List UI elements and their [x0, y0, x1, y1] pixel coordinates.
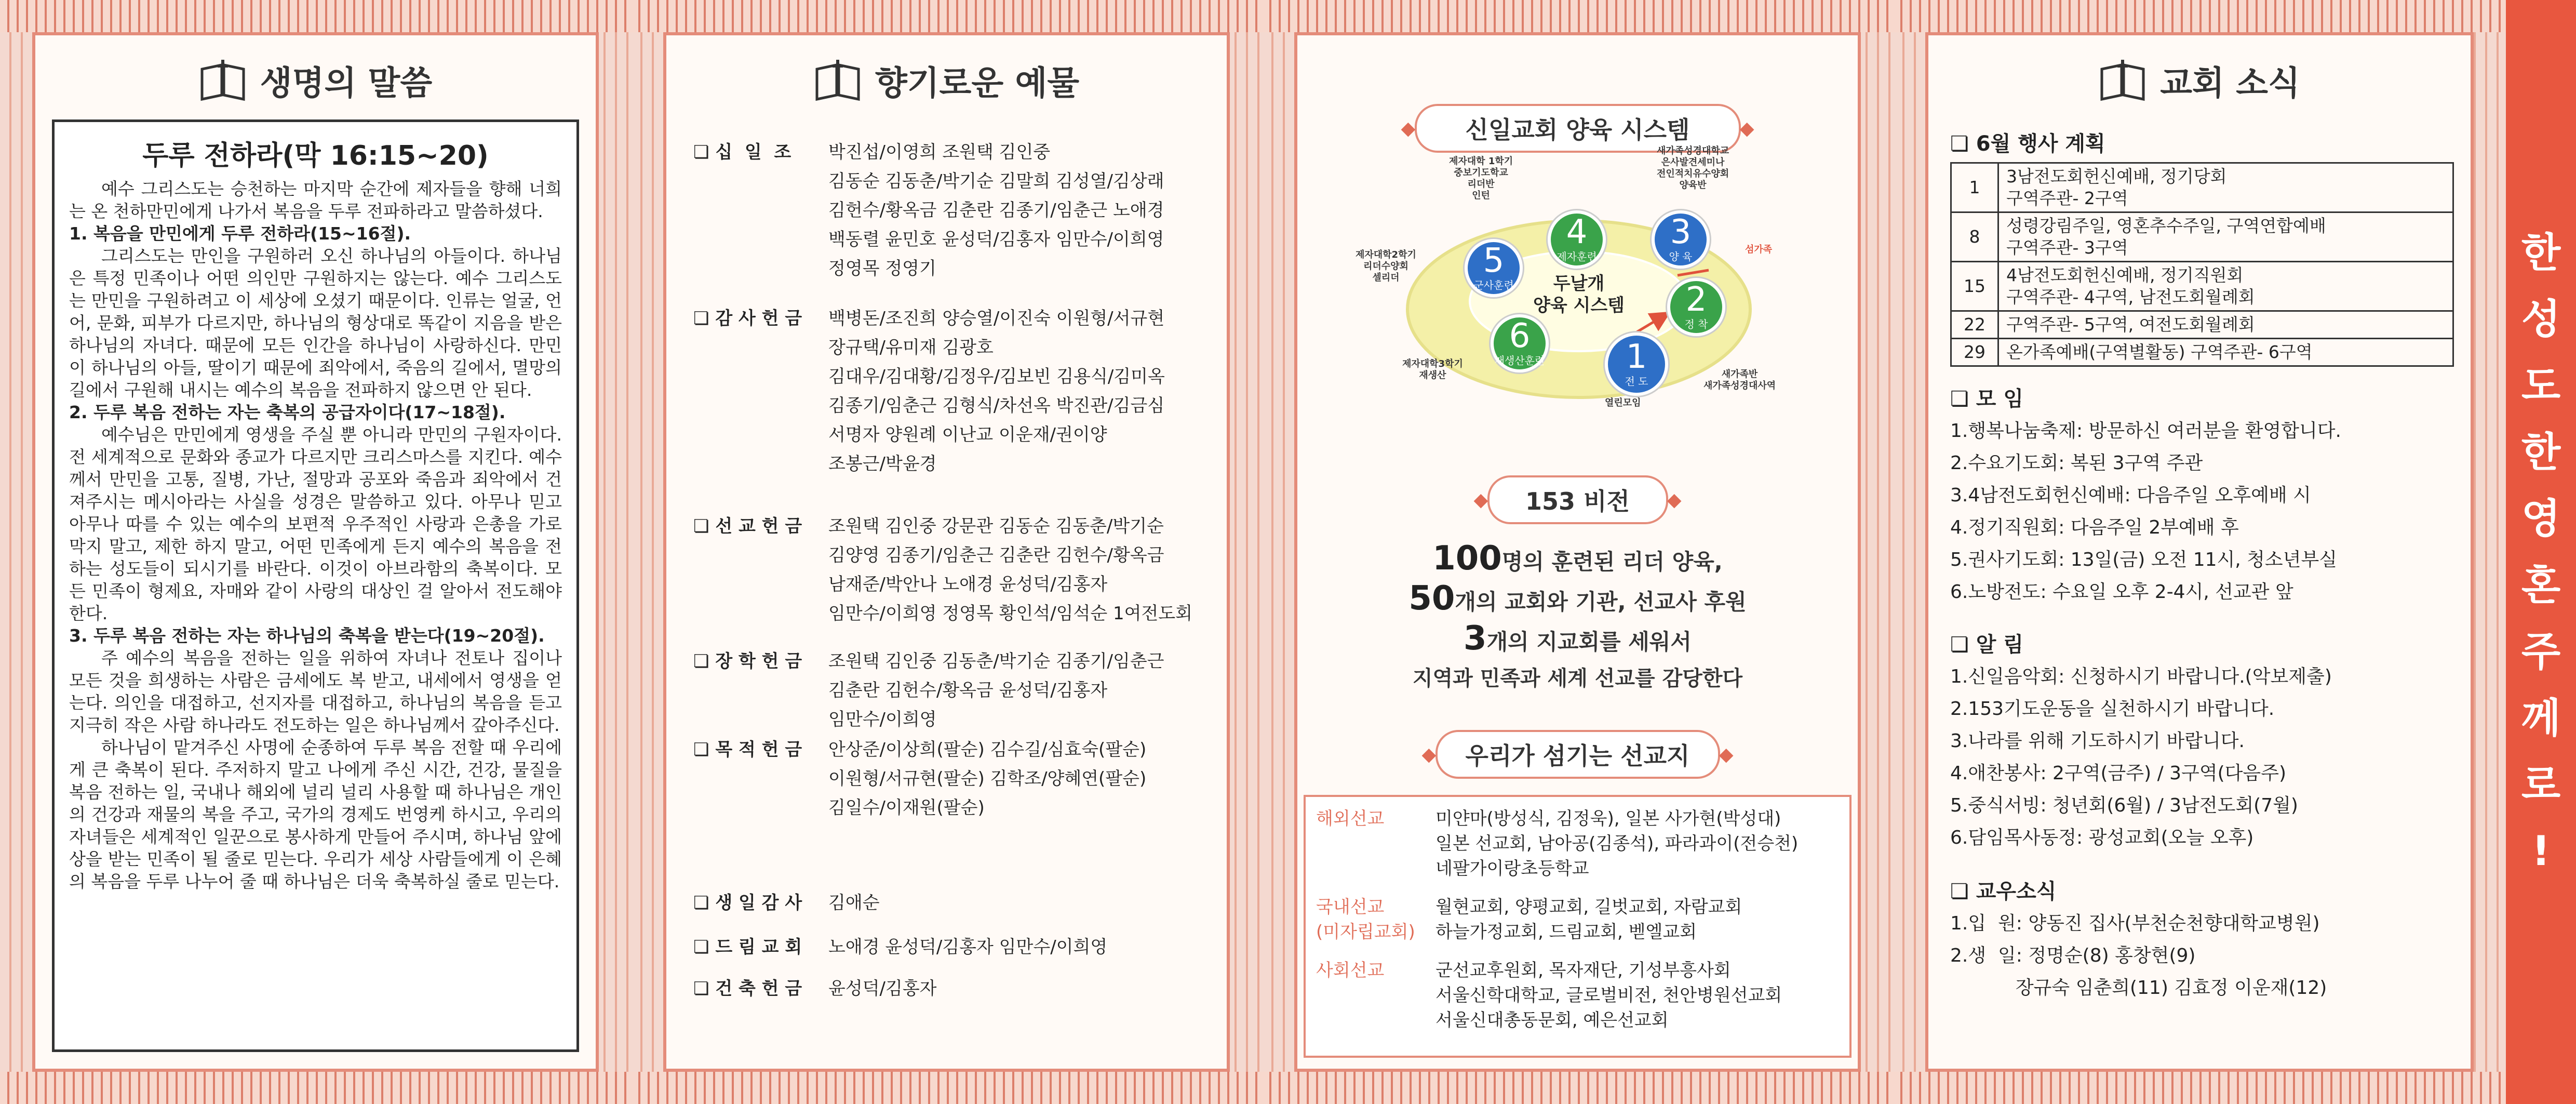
motto-char: 성: [2521, 296, 2561, 343]
node-label: 제자대학 1학기 중보기도학교 리더반 인턴: [1449, 156, 1513, 201]
node-stage: 전 도: [1625, 375, 1648, 388]
vision-text: 개의 교회와 기관, 선교사 후원: [1455, 589, 1747, 615]
offering-names-line: 백동렬 윤민호 윤성덕/김홍자 임만수/이희영: [828, 229, 1164, 250]
section-title: 생명의 말씀: [260, 64, 433, 103]
offering-names: [828, 888, 1220, 917]
node-stage: 양 육: [1669, 250, 1693, 263]
motto-sidebar: [2506, 0, 2576, 1104]
sermon-paragraph: 하나님이 맡겨주신 사명에 순종하여 두루 복음 전할 때 우리에게 큰 축복이 된다. 주저하지 말고 나에게 주신 시간, 건강, 물질을 복음 전하는 일, 국내나 해외에 널리 널리 사용할 때 하나님은 개인의 건강과 재물의 복을 주고, 국가의 경제도 번영케 하시고, 우리의 자녀들은 세계적인 일꾼으로 봉사하게 만들어 주시며, 하나님 앞에 상을 받는 민족이 될 줄로 믿는다. 우리가 세상 사람들에게 이 은혜의 복음을 두루 나누어 줄 때 하나님은 더욱 축복하실 줄로 믿는다.: [69, 737, 562, 892]
offering-row: [693, 304, 1220, 478]
system-node: [1605, 332, 1668, 396]
offering-names-line: 백병돈/조진희 양승열/이진숙 이원형/서규현: [828, 308, 1165, 329]
section-heading: [0, 52, 631, 109]
offering-names: [828, 974, 1220, 1003]
event-detail-line: 구역주관- 3구역: [2006, 237, 2128, 258]
border-bottom: [1893, 1072, 2506, 1104]
notice-item: 1.신일음악회: 신청하시기 바랍니다.(악보제출): [1950, 666, 2332, 687]
node-label: 제자대학2학기 리더수양회 셀리더: [1356, 249, 1416, 283]
event-date: 22: [1951, 311, 1998, 339]
meeting-item: 1.행복나눔축제: 방문하신 여러분을 환영합니다.: [1950, 420, 2341, 442]
vision-title: ◆ 153 비전 ◆: [1487, 475, 1668, 524]
node-number: 5: [1483, 241, 1505, 280]
offering-names-line: 노애경 윤성덕/김홍자 임만수/이희영: [828, 937, 1108, 957]
panel-nurture-system: [1262, 0, 1893, 1104]
mission-row: [1306, 895, 1849, 945]
offering-names-line: 김양영 김종기/임춘근 김춘란 김헌수/황옥금: [828, 545, 1164, 566]
sermon-paragraph: 2. 두루 복음 전하는 자는 축복의 공급자이다(17~18절).: [69, 402, 506, 422]
border-top: [1893, 0, 2506, 32]
mission-label: 사회선교: [1316, 960, 1385, 981]
system-node: [1465, 239, 1523, 297]
notice-item: 6.담임목사동정: 광성교회(오늘 오후): [1950, 827, 2254, 848]
event-date: 29: [1951, 339, 1998, 366]
member-item: 장규숙 임춘희(11) 김효정 이운재(12): [1950, 977, 2327, 999]
vision-text: 명의 훈련된 리더 양육,: [1501, 549, 1723, 575]
members-title: ❏ 교우소식: [1950, 880, 2057, 903]
vision-number: 100: [1432, 539, 1502, 578]
events-table: [1950, 162, 2454, 367]
meeting-item: 4.정기직원회: 다음주일 2부예배 후: [1950, 517, 2239, 538]
sermon-paragraph: 1. 복음을 만민에게 두루 전하라(15~16절).: [69, 223, 411, 244]
event-date: 8: [1951, 212, 1998, 262]
news-content: [1950, 127, 2454, 1004]
mission-place-line: 월현교회, 양평교회, 길벗교회, 자람교회: [1435, 897, 1742, 917]
node-label: 열린모임: [1605, 397, 1641, 408]
motto-char: 도: [2521, 362, 2561, 409]
offering-names-line: 김종기/임춘근 김형식/차선옥 박진관/김금심: [828, 395, 1165, 416]
offering-names-line: 남재준/박안나 노애경 윤성덕/김홍자: [828, 574, 1108, 595]
motto-char: 주: [2521, 628, 2561, 675]
panel-church-news: [1893, 0, 2506, 1104]
offering-names: [828, 735, 1220, 822]
border-top: [0, 0, 631, 32]
sermon-paragraph: 예수님은 만민에게 영생을 주실 뿐 아니라 만민의 구원자이다. 전 세계적으로 문화와 종교가 다르지만 크리스마스를 지킨다. 예수께서 만민을 고통, 질병, 가난, 절망과 공포와 죽음과 죄악에서 건져주시는 메시아라는 사실을 성경은 말씀하고 있다. 아무나 믿고 아무나 따를 수 있는 예수의 보편적 우주적인 사랑과 은총을 가로막지 말고, 제한 하지 말고, 어떤 민족에게 든지 예수의 복음을 전하는 성도들이 되시기를 바란다. 이것이 아브라함의 축복이다. 모든 민족이 형제요, 자매와 같이 사랑의 대상인 걸 알아서 전도해야 한다.: [69, 424, 562, 623]
vision-line: [1262, 540, 1893, 580]
offering-names-line: 장규택/유미재 김광호: [828, 337, 994, 358]
offering-names-line: 임만수/이희영 정영목 황인석/임석순 1여전도회: [828, 603, 1192, 624]
mission-place-line: 하늘가정교회, 드림교회, 벧엘교회: [1435, 922, 1697, 942]
mission-place-line: 일본 선교회, 남아공(김종석), 파라과이(전승천): [1435, 833, 1799, 854]
side-label-newcomer: 새가족반 새가족성경대사역: [1703, 369, 1776, 391]
offering-label: ❏ 십 일 조: [693, 142, 791, 163]
offering-row: [693, 138, 1220, 283]
event-detail-line: 4남전도회헌신예배, 정기직원회: [2006, 265, 2244, 285]
sermon-paragraph: 3. 두루 복음 전하는 자는 하나님의 축복을 받는다(19~20절).: [69, 626, 545, 646]
offering-row: [693, 735, 1220, 822]
nurture-system-diagram: [1345, 145, 1813, 452]
section-heading: [1893, 52, 2506, 109]
border-top: [631, 0, 1262, 32]
mission-box: [1304, 795, 1852, 1058]
border-bottom: [1262, 1072, 1893, 1104]
border-bottom: [0, 1072, 631, 1104]
vision-line: [1262, 580, 1893, 620]
event-detail-line: 온가족예배(구역별활동) 구역주관- 6구역: [2006, 342, 2313, 362]
system-title: ◆ 신일교회 양육 시스템 ◆: [1415, 104, 1741, 153]
sermon-body: [69, 178, 562, 893]
vision-statement: [1262, 540, 1893, 697]
motto-char: 께: [2521, 695, 2561, 742]
offering-list: [693, 138, 1220, 1052]
event-row: [1951, 262, 2453, 311]
system-node: [1652, 210, 1710, 269]
offering-label: ❏ 드 림 교 회: [693, 937, 802, 957]
mission-label: 해외선교: [1316, 808, 1385, 829]
mission-row: [1306, 958, 1849, 1033]
node-label: 새가족성경대학교 은사발견세미나 전인적치유수양회 양육반: [1657, 145, 1729, 191]
notices-title: ❏ 알 림: [1950, 633, 2023, 657]
notices-list: [1950, 661, 2454, 854]
event-details: [1998, 163, 2453, 212]
member-item: 2.생 일: 정명순(8) 홍창현(9): [1950, 945, 2196, 966]
mission-place-line: 서울신대총동문회, 예은선교회: [1435, 1010, 1669, 1031]
meetings-title: ❏ 모 임: [1950, 387, 2023, 411]
event-detail-line: 구역주관- 2구역: [2006, 188, 2128, 208]
event-row: [1951, 212, 2453, 262]
offering-names-line: 조봉근/박윤경: [828, 454, 937, 474]
bible-book-icon: [2099, 59, 2146, 102]
offering-names-line: 서명자 양원례 이난교 이운재/권이양: [828, 424, 1107, 445]
mission-place-line: 네팔가이랑초등학교: [1435, 858, 1589, 879]
node-number: 6: [1509, 316, 1531, 355]
mission-places: [1435, 958, 1839, 1033]
offering-names: [828, 933, 1220, 962]
node-number: 4: [1566, 212, 1588, 251]
vision-number: 50: [1408, 579, 1455, 618]
border-bottom: [631, 1072, 1262, 1104]
panel-offerings: [631, 0, 1262, 1104]
node-number: 3: [1670, 212, 1692, 251]
offering-row: [693, 888, 1220, 917]
notice-item: 5.중식서빙: 청년회(6월) / 3남전도회(7월): [1950, 795, 2298, 816]
meeting-item: 5.권사기도회: 13일(금) 오전 11시, 청소년부실: [1950, 549, 2338, 570]
node-stage: 재생산훈련: [1494, 354, 1545, 367]
offering-label: ❏ 건 축 헌 금: [693, 978, 802, 999]
offering-names-line: 김대우/김대황/김정우/김보빈 김용식/김미옥: [828, 366, 1165, 387]
notice-item: 2.153기도운동을 실천하시기 바랍니다.: [1950, 698, 2275, 720]
section-heading: [631, 52, 1262, 109]
offering-names-line: 조원택 김인중 김동춘/박기순 김종기/임춘근: [828, 651, 1164, 672]
event-row: [1951, 163, 2453, 212]
offering-row: [693, 974, 1220, 1003]
sermon-paragraph: 주 예수의 복음을 전하는 일을 위하여 자녀나 전토나 집이나 모든 것을 희생하는 사람은 금세에도 복 받고, 내세에서 영생을 얻는다. 의인을 대접하고, 선지자를 대접하고, 하나님의 복음을 듣고 지극히 작은 사람 하나라도 전도하는 일은 하나님께서 갚아주신다.: [69, 648, 562, 735]
events-title: ❏ 6월 행사 계획: [1950, 132, 2105, 156]
sermon-paragraph: 그리스도는 만인을 구원하러 오신 하나님의 아들이다. 하나님은 특정 민족이나 어떤 의인만 구원하지는 않는다. 예수 그리스도는 만민을 구원하려고 이 세상에 오셨기 때문이다. 인류는 얼굴, 언어, 문화, 피부가 다르지만, 하나님의 형상대로 똑같이 지음을 받은 하나님의 자녀다. 때문에 모든 인간을 하나님이 사랑하신다. 만민이 하나님의 아들, 딸이기 때문에 죄악에서, 죽음의 길에서, 멸망의 길에서 구원해 내시는 예수의 복음을 전파하지 않으면 안 된다.: [69, 246, 562, 400]
bible-book-icon: [814, 59, 862, 102]
mission-place-line: 군선교후원회, 목자재단, 기성부흥사회: [1435, 960, 1731, 981]
member-item: 1.입 원: 양동진 집사(부천순천향대학교병원): [1950, 913, 2320, 934]
panel-word-of-life: [0, 0, 631, 1104]
event-detail-line: 구역주관- 5구역, 여전도회월례회: [2006, 314, 2255, 335]
offering-names-line: 정영목 정영기: [828, 258, 936, 279]
vision-number: 3: [1464, 619, 1487, 658]
motto-char: 영: [2521, 495, 2561, 542]
offering-label: ❏ 목 적 헌 금: [693, 739, 802, 760]
meetings-list: [1950, 415, 2454, 608]
offering-names-line: 이원형/서규현(팔순) 김학조/양혜연(팔순): [828, 768, 1147, 789]
event-date: 1: [1951, 163, 1998, 212]
offering-names: [828, 138, 1220, 283]
offering-names: [828, 512, 1220, 628]
mission-label: 국내선교 (미자립교회): [1316, 897, 1415, 942]
event-details: [1998, 311, 2453, 339]
border-top: [1262, 0, 1893, 32]
meeting-item: 6.노방전도: 수요일 오후 2-4시, 선교관 앞: [1950, 581, 2293, 603]
offering-names: [828, 304, 1220, 478]
event-detail-line: 3남전도회헌신예배, 정기당회: [2006, 166, 2227, 187]
mission-row: [1306, 806, 1849, 881]
offering-names-line: 김일수/이재원(팔순): [828, 797, 985, 818]
system-node: [1667, 278, 1725, 336]
members-list: [1950, 908, 2454, 1004]
mission-place-line: 미얀마(방성식, 김정욱), 일본 사가현(박성대): [1435, 808, 1781, 829]
mission-title: ◆ 우리가 섬기는 선교지 ◆: [1435, 730, 1720, 779]
notice-item: 3.나라를 위해 기도하시기 바랍니다.: [1950, 730, 2245, 752]
node-stage: 군사훈련: [1473, 278, 1514, 291]
event-details: [1998, 262, 2453, 311]
event-row: [1951, 311, 2453, 339]
mission-places: [1435, 895, 1839, 945]
section-title: 교회 소식: [2160, 64, 2300, 103]
offering-names-line: 박진섭/이영희 조원택 김인중: [828, 142, 1051, 163]
event-details: [1998, 212, 2453, 262]
offering-names: [828, 647, 1220, 734]
mission-place-line: 서울신학대학교, 글로벌비전, 천안병원선교회: [1435, 985, 1782, 1006]
vision-line: [1262, 620, 1893, 660]
offering-label: ❏ 장 학 헌 금: [693, 651, 802, 672]
node-number: 2: [1685, 280, 1707, 319]
notice-item: 4.애찬봉사: 2구역(금주) / 3구역(다음주): [1950, 763, 2287, 784]
node-stage: 제자훈련: [1557, 250, 1597, 263]
offering-names-line: 김애순: [828, 893, 880, 913]
system-node: [1548, 210, 1606, 269]
offering-names-line: 윤성덕/김홍자: [828, 978, 937, 999]
event-detail-line: 성령강림주일, 영혼추수주일, 구역연합예배: [2006, 216, 2326, 236]
offering-names-line: 김동순 김동춘/박기순 김말희 김성열/김상래: [828, 171, 1164, 192]
event-row: [1951, 339, 2453, 366]
event-date: 15: [1951, 262, 1998, 311]
offering-label: ❏ 생 일 감 사: [693, 893, 802, 913]
motto-char: 한: [2521, 229, 2561, 276]
offering-row: [693, 647, 1220, 734]
vision-text: 지역과 민족과 세계 선교를 감당한다: [1412, 667, 1743, 690]
event-details: [1998, 339, 2453, 366]
mission-places: [1435, 806, 1839, 881]
offering-label: ❏ 감 사 헌 금: [693, 308, 802, 329]
node-stage: 정 착: [1684, 317, 1708, 330]
section-title: 향기로운 예물: [875, 64, 1080, 103]
vision-text: 개의 지교회를 세워서: [1486, 629, 1692, 655]
sermon-paragraph: 예수 그리스도는 승천하는 마지막 순간에 제자들을 향해 너희는 온 천하만민에게 나가서 복음을 두루 전파하라고 말씀하셨다.: [69, 179, 562, 221]
offering-label: ❏ 선 교 헌 금: [693, 516, 802, 537]
bible-book-icon: [199, 59, 247, 102]
node-number: 1: [1626, 337, 1647, 376]
motto-char: 한: [2521, 429, 2561, 476]
offering-row: [693, 512, 1220, 628]
offering-names-line: 김헌수/황옥금 김춘란 김종기/임춘근 노애경: [828, 200, 1164, 221]
meeting-item: 2.수요기도회: 복된 3구역 주관: [1950, 453, 2203, 474]
motto-char: 로: [2521, 761, 2561, 808]
motto-char: !: [2531, 828, 2551, 875]
offering-names-line: 조원택 김인중 강문관 김동순 김동춘/박기순: [828, 516, 1164, 537]
sermon-box: [52, 119, 579, 1052]
vision-line: [1262, 660, 1893, 697]
offering-names-line: 김춘란 김헌수/황옥금 윤성덕/김홍자: [828, 680, 1108, 701]
sermon-title: 두루 전하라(막 16:15~20): [142, 140, 489, 171]
side-label-family: 섬가족: [1745, 244, 1773, 255]
motto-char: 혼: [2521, 562, 2561, 609]
offering-names-line: 안상준/이상희(팔순) 김수길/심효숙(팔순): [828, 739, 1147, 760]
offering-names-line: 임만수/이희영: [828, 709, 937, 730]
system-node: [1491, 314, 1549, 373]
node-label: 제자대학3학기 재생산: [1402, 358, 1463, 381]
meeting-item: 3.4남전도회헌신예배: 다음주일 오후예배 시: [1950, 485, 2311, 506]
event-detail-line: 구역주관- 4구역, 남전도회월례회: [2006, 287, 2255, 307]
system-center-label: 두날개 양육 시스템: [1533, 273, 1625, 316]
offering-row: [693, 933, 1220, 962]
